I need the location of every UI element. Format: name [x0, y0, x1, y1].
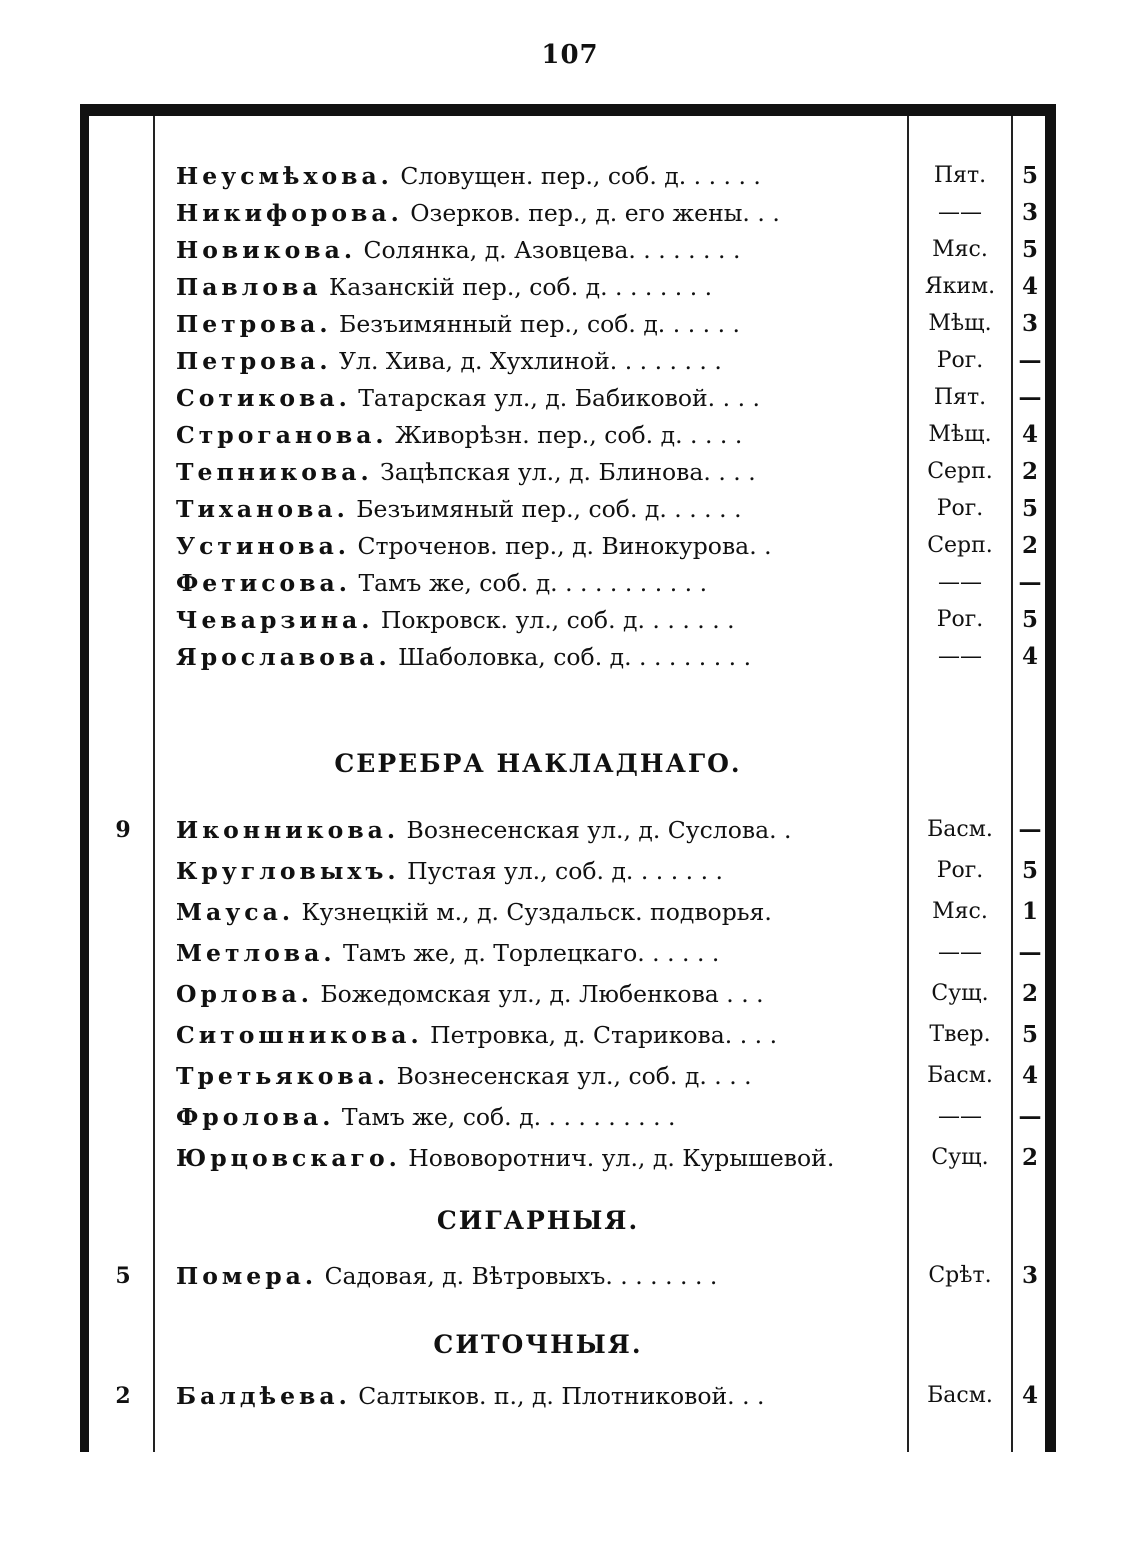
address: Пустая ул., соб. д. . . . . . .: [407, 857, 724, 885]
list-item: [80, 231, 1056, 269]
section-number: —: [1018, 347, 1042, 374]
merchant-name: Ярославова.: [176, 643, 391, 671]
section-number: —: [1018, 384, 1042, 411]
address: Казанскій пер., соб. д. . . . . . . .: [329, 273, 713, 301]
district: Басм.: [927, 1063, 993, 1088]
list-item: [80, 1057, 1056, 1095]
entry-text: [176, 1016, 900, 1054]
directory-table: [80, 104, 1056, 1452]
address: Кузнецкій м., д. Суздальск. подворья.: [301, 898, 772, 926]
merchant-name: Ситошникова.: [176, 1021, 423, 1049]
section-number: 5: [1021, 495, 1038, 522]
merchant-name: Никифорова.: [176, 199, 403, 227]
merchant-name: Строганова.: [176, 421, 388, 449]
district: Серп.: [927, 533, 993, 558]
entry-text: [176, 1098, 900, 1136]
list-item: [80, 638, 1056, 676]
list-item: [80, 527, 1056, 565]
merchant-name: Устинова.: [176, 532, 350, 560]
district: Рог.: [936, 348, 984, 373]
entry-text: [176, 527, 900, 565]
section-heading: СЕРЕБРА НАКЛАДНАГО.: [334, 749, 742, 778]
address: Божедомская ул., д. Любенкова . . .: [320, 980, 764, 1008]
address: Вознесенская ул., д. Суслова. .: [406, 816, 792, 844]
address: Зацѣпская ул., д. Блинова. . . .: [380, 458, 756, 486]
section-number: 5: [1021, 857, 1038, 884]
district: ——: [938, 940, 982, 965]
section-number: 3: [1021, 310, 1038, 337]
merchant-name: Балдѣева.: [176, 1382, 351, 1410]
entry-text: [176, 416, 900, 454]
merchant-name: Иконникова.: [176, 816, 400, 844]
list-item: [80, 453, 1056, 491]
address: Безъимяный пер., соб. д. . . . . .: [356, 495, 742, 523]
address: Салтыков. п., д. Плотниковой. . .: [358, 1382, 765, 1410]
section-number: 4: [1021, 1062, 1038, 1089]
section-number: 1: [1021, 898, 1038, 925]
address: Ул. Хива, д. Хухлиной. . . . . . . .: [339, 347, 722, 375]
address: Озерков. пер., д. его жены. . .: [410, 199, 780, 227]
address: Шаболовка, соб. д. . . . . . . . .: [398, 643, 752, 671]
entry-text: [176, 601, 900, 639]
merchant-name: Тепникова.: [176, 458, 373, 486]
list-item: [80, 975, 1056, 1013]
district: Мѣщ.: [928, 311, 992, 336]
entry-text: [176, 1377, 900, 1415]
merchant-name: Чеварзина.: [176, 606, 374, 634]
district: ——: [938, 200, 982, 225]
count: 9: [115, 817, 131, 843]
district: Мяс.: [932, 899, 988, 924]
address: Живорѣзн. пер., соб. д. . . . .: [395, 421, 743, 449]
address: Покровск. ул., соб. д. . . . . . .: [380, 606, 735, 634]
address: Нововоротнич. ул., д. Курышевой.: [408, 1144, 835, 1172]
district: Срѣт.: [928, 1263, 992, 1288]
address: Строченов. пер., д. Винокурова. .: [357, 532, 772, 560]
address: Татарская ул., д. Бабиковой. . . .: [358, 384, 760, 412]
district: Басм.: [927, 817, 993, 842]
list-item: [80, 1139, 1056, 1177]
section-number: 2: [1021, 532, 1038, 559]
section-number: —: [1018, 939, 1042, 966]
district: Рог.: [936, 496, 984, 521]
district: Мяс.: [932, 237, 988, 262]
list-item: [80, 305, 1056, 343]
section-number: 5: [1021, 162, 1038, 189]
list-item: [80, 852, 1056, 890]
entry-text: [176, 194, 900, 232]
merchant-name: Петрова.: [176, 347, 332, 375]
section-number: 4: [1021, 421, 1038, 448]
entry-text: [176, 268, 900, 306]
section-heading: СИТОЧНЫЯ.: [433, 1330, 643, 1359]
section-number: 5: [1021, 236, 1038, 263]
entry-text: [176, 564, 900, 602]
section-number: 4: [1021, 1382, 1038, 1409]
district: Пят.: [933, 385, 987, 410]
list-item: [80, 893, 1056, 931]
district: ——: [938, 1104, 982, 1129]
list-item: [80, 934, 1056, 972]
section-number: —: [1018, 1103, 1042, 1130]
entry-text: [176, 342, 900, 380]
entry-text: [176, 305, 900, 343]
address: Вознесенская ул., соб. д. . . .: [396, 1062, 752, 1090]
entry-text: [176, 1139, 900, 1177]
merchant-name: Помера.: [176, 1262, 318, 1290]
section-number: 5: [1021, 1021, 1038, 1048]
section-number: 5: [1021, 606, 1038, 633]
list-item: [80, 157, 1056, 195]
entry-text: [176, 453, 900, 491]
list-item: [80, 1257, 1056, 1295]
count: 2: [115, 1383, 131, 1409]
section-number: —: [1018, 816, 1042, 843]
section-number: —: [1018, 569, 1042, 596]
entry-text: [176, 490, 900, 528]
entry-text: [176, 157, 900, 195]
merchant-name: Кругловыхъ.: [176, 857, 400, 885]
entry-text: [176, 379, 900, 417]
list-item: [80, 1377, 1056, 1415]
entry-text: [176, 934, 900, 972]
merchant-name: Юрцовскаго.: [176, 1144, 401, 1172]
district: Яким.: [924, 274, 996, 299]
district: Рог.: [936, 858, 984, 883]
district: Серп.: [927, 459, 993, 484]
district: Твер.: [929, 1022, 991, 1047]
list-item: [80, 194, 1056, 232]
section-number: 2: [1021, 458, 1038, 485]
list-item: [80, 811, 1056, 849]
merchant-name: Неусмѣхова.: [176, 162, 393, 190]
section-number: 3: [1021, 199, 1038, 226]
merchant-name: Сотикова.: [176, 384, 351, 412]
entry-text: [176, 231, 900, 269]
merchant-name: Павлова: [176, 273, 322, 301]
section-number: 3: [1021, 1262, 1038, 1289]
district: Сущ.: [931, 1145, 989, 1170]
address: Тамъ же, д. Торлецкаго. . . . . .: [343, 939, 720, 967]
merchant-name: Третьякова.: [176, 1062, 390, 1090]
list-item: [80, 268, 1056, 306]
entry-text: [176, 1257, 900, 1295]
page-number: 107: [541, 40, 599, 70]
section-number: 2: [1021, 980, 1038, 1007]
list-item: [80, 379, 1056, 417]
address: Тамъ же, соб. д. . . . . . . . . .: [341, 1103, 676, 1131]
merchant-name: Петрова.: [176, 310, 332, 338]
address: Солянка, д. Азовцева. . . . . . . .: [363, 236, 741, 264]
list-item: [80, 601, 1056, 639]
top-rule: [80, 104, 1056, 116]
section-heading: СИГАРНЫЯ.: [436, 1206, 640, 1235]
district: Сущ.: [931, 981, 989, 1006]
count: 5: [115, 1263, 131, 1289]
address: Безъимянный пер., соб. д. . . . . .: [339, 310, 740, 338]
merchant-name: Орлова.: [176, 980, 313, 1008]
district: Басм.: [927, 1383, 993, 1408]
address: Словущен. пер., соб. д. . . . . .: [400, 162, 761, 190]
address: Петровка, д. Старикова. . . .: [430, 1021, 778, 1049]
entry-text: [176, 852, 900, 890]
merchant-name: Мауса.: [176, 898, 294, 926]
district: Пят.: [933, 163, 987, 188]
district: Рог.: [936, 607, 984, 632]
district: Мѣщ.: [928, 422, 992, 447]
list-item: [80, 1098, 1056, 1136]
section-number: 2: [1021, 1144, 1038, 1171]
entry-text: [176, 893, 900, 931]
list-item: [80, 342, 1056, 380]
list-item: [80, 564, 1056, 602]
list-item: [80, 1016, 1056, 1054]
merchant-name: Новикова.: [176, 236, 357, 264]
list-item: [80, 490, 1056, 528]
address: Тамъ же, соб. д. . . . . . . . . . .: [358, 569, 708, 597]
section-number: 4: [1021, 643, 1038, 670]
section-number: 4: [1021, 273, 1038, 300]
address: Садовая, д. Вѣтровыхъ. . . . . . . .: [324, 1262, 718, 1290]
entry-text: [176, 811, 900, 849]
list-item: [80, 416, 1056, 454]
district: ——: [938, 570, 982, 595]
merchant-name: Фролова.: [176, 1103, 335, 1131]
merchant-name: Фетисова.: [176, 569, 351, 597]
entry-text: [176, 1057, 900, 1095]
entry-text: [176, 975, 900, 1013]
entry-text: [176, 638, 900, 676]
district: ——: [938, 644, 982, 669]
merchant-name: Тиханова.: [176, 495, 349, 523]
merchant-name: Метлова.: [176, 939, 336, 967]
